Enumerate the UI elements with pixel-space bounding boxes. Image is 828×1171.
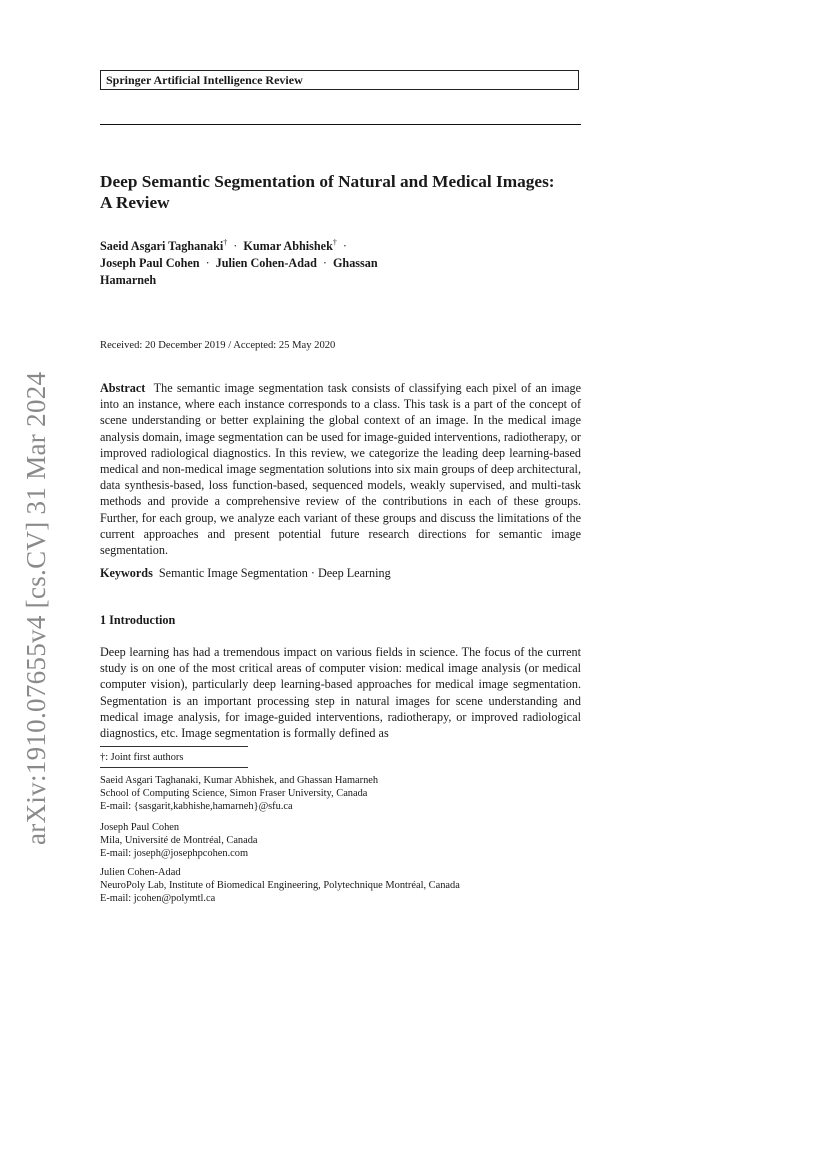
author-separator: · [322, 256, 327, 271]
joint-first-mark: † [223, 238, 228, 247]
arxiv-watermark: arXiv:1910.07655v4 [cs.CV] 31 Mar 2024 [21, 371, 51, 845]
author-list [100, 234, 420, 289]
footnote: †: Joint first authors [100, 752, 184, 763]
abstract-label: Abstract [100, 381, 146, 395]
affiliation-org: Mila, Université de Montréal, Canada [100, 835, 258, 846]
joint-first-mark: † [332, 238, 337, 247]
keywords-label: Keywords [100, 566, 153, 580]
affiliation-block [100, 774, 378, 813]
author-1: Saeid Asgari Taghanaki [100, 239, 224, 254]
affiliation-email: E-mail: joseph@josephpcohen.com [100, 848, 249, 859]
footnote-rule [100, 746, 248, 747]
affiliation-block [100, 821, 258, 860]
journal-header: Springer Artificial Intelligence Review [100, 70, 579, 90]
affiliation-org: NeuroPoly Lab, Institute of Biomedical Engineering, Polytechnique Montréal, Canada [100, 880, 460, 891]
author-separator: · [233, 239, 238, 254]
affiliation-block [100, 866, 460, 905]
affiliation-org: School of Computing Science, Simon Fraser University, Canada [100, 788, 368, 799]
paper-title [100, 171, 590, 213]
title-line-2: A Review [100, 193, 170, 212]
affiliation-email: E-mail: {sasgarit,kabhishe,hamarneh}@sfu.ca [100, 801, 293, 812]
author-4: Julien Cohen-Adad [215, 256, 317, 271]
header-rule [100, 124, 581, 125]
affiliation-names: Joseph Paul Cohen [100, 822, 180, 833]
received-date: Received: 20 December 2019 / Accepted: 25 May 2020 [100, 340, 336, 351]
affiliation-names: Julien Cohen-Adad [100, 867, 181, 878]
abstract-text: The semantic image segmentation task consists of classifying each pixel of an image into an instance, where each instance corresponds to a class. This task is a part of the concept of scene understanding or better explaining the global context of an image. In the medical image analysis domain, image segmentation can be used for image-guided interventions, radiotherapy, or improved radiological diagnostics. In this review, we categorize the leading deep learning-based medical and non-medical image segmentation solutions into six main groups of deep architectural, data synthesis-based, loss function-based, sequenced models, weakly supervised, and multi-task methods and provide a comprehensive review of the contributions in each of these groups. Further, for each group, we analyze each variant of these groups and discuss the limitations of the current approaches and present potential future research directions for semantic image segmentation. [100, 381, 582, 558]
keywords [100, 565, 581, 581]
keywords-text: Semantic Image Segmentation · Deep Learning [158, 566, 391, 580]
author-5: Ghassan Hamarneh [100, 256, 378, 288]
affiliation-email: E-mail: jcohen@polymtl.ca [100, 893, 216, 904]
author-separator: · [342, 239, 347, 254]
author-separator: · [205, 256, 210, 271]
author-3: Joseph Paul Cohen [100, 256, 200, 271]
section-heading: 1 Introduction [100, 613, 176, 627]
affiliation-names: Saeid Asgari Taghanaki, Kumar Abhishek, and Ghassan Hamarneh [100, 775, 379, 786]
abstract [100, 380, 581, 558]
footnote-rule [100, 767, 248, 768]
section-body: Deep learning has had a tremendous impact on various fields in science. The focus of the current study is on one of the most critical areas of computer vision: medical image analysis (or medical computer vision), particularly deep learning-based approaches for medical image segmentation. Segmentation is an important processing step in natural images for scene understanding and medical image analysis, for image-guided interventions, radiotherapy, or improved radiological diagnostics, etc. Image segmentation is formally defined as [100, 645, 581, 741]
title-line-1: Deep Semantic Segmentation of Natural and Medical Images: [100, 172, 555, 191]
author-2: Kumar Abhishek [243, 239, 333, 254]
